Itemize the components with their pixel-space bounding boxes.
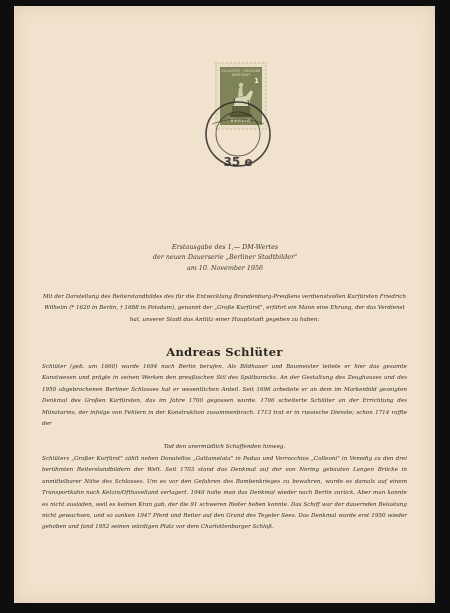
first-issue-line-1: Erstausgabe des 1,— DM-Wertes [171, 243, 279, 251]
postmark-text: 35 e [223, 155, 253, 169]
first-issue-notice [130, 242, 320, 273]
biography-paragraph-1-end: Tod den unermüdlich Schaffenden hinweg. [163, 444, 286, 450]
first-issue-line-3: am 10. November 1956 [186, 263, 264, 272]
stamp-value: 1 [254, 77, 259, 85]
biography-paragraph-1: Schlüter (geb. um 1660) wurde 1694 nach Berlin berufen. Als Bildhauer und Baumeister leitete er hier das gesamte Kunstwesen und prägte in seinen Werken den preußischen Stil des Spätbarocks. An der Gestaltung des Zeughauses und des 1950 abgebrochenen Berliner Schlosses hat er wesentlichen Anteil. Seit 1696 arbeitete er an dem im Markenbild gezeigten Denkmal des Großen Kurfürsten, das im Jahre 1700 gegossen wurde. 1706 scheiterte Schlüter an der Errichtung des Münzturms, der infolge von Fehlern in der Konstruktion zusammenbrach. 1713 trat er in russische Dienste; schon 1714 raffte der [42, 364, 407, 428]
stamp-top-text: SCHLÜTER · GROSSER KURFÜRST [221, 69, 261, 77]
name-heading: Andreas Schlüter [166, 345, 283, 359]
first-issue-line-2: der neuen Dauerserie „Berliner Stadtbilder" [152, 253, 298, 262]
intro-paragraph: Mit der Darstellung des Reiterstandbildes des für die Entwicklung Brandenburg-Preußens verdienstvollen Kurfürsten Friedrich Wilhelm (* 1620 in Berlin, † 1688 in Potsdam), genannt der „Große Kurfürst", erfährt ein Mann eine Ehrung, der das Verdienst hat, unserer Stadt das Antlitz einer Hauptstadt gegeben zu haben: [42, 294, 407, 323]
document-sheet [14, 6, 435, 603]
postmark-cancellation [198, 94, 278, 174]
stamp-bottom-text: BERLIN [230, 118, 252, 123]
biography-paragraph-2: Schlüters „Großer Kurfürst" zählt neben Donatellos „Gattamelata" in Padua und Verrocchios „Colleoni" in Venedig zu den drei berühmten Reiterstandbildern der Welt. Seit 1703 stand das Denkmal auf der von Nering gebauten Langen Brücke in unmittelbarer Nähe des Schlosses. Um es vor den Gefahren des Bombenkrieges zu bewahren, wurde es damals auf einem Transportkahn nach Ketzin/Ofthavelland verlagert. 1946 holte man das Denkmal wieder nach Berlin zurück. Aber man konnte es nicht ausladen, weil es keinen Kran gab, der die 91 schweren Reiter heben konnte. Das Schiff war der dauernden Belastung nicht gewachsen, und so sanken 1947 Pferd und Reiter auf den Grund des Tegeler Sees. Das Denkmal wurde erst 1950 wieder gehoben und fand 1952 seinen würdigen Platz vor dem Charlottenburger Schloß. [42, 456, 407, 531]
